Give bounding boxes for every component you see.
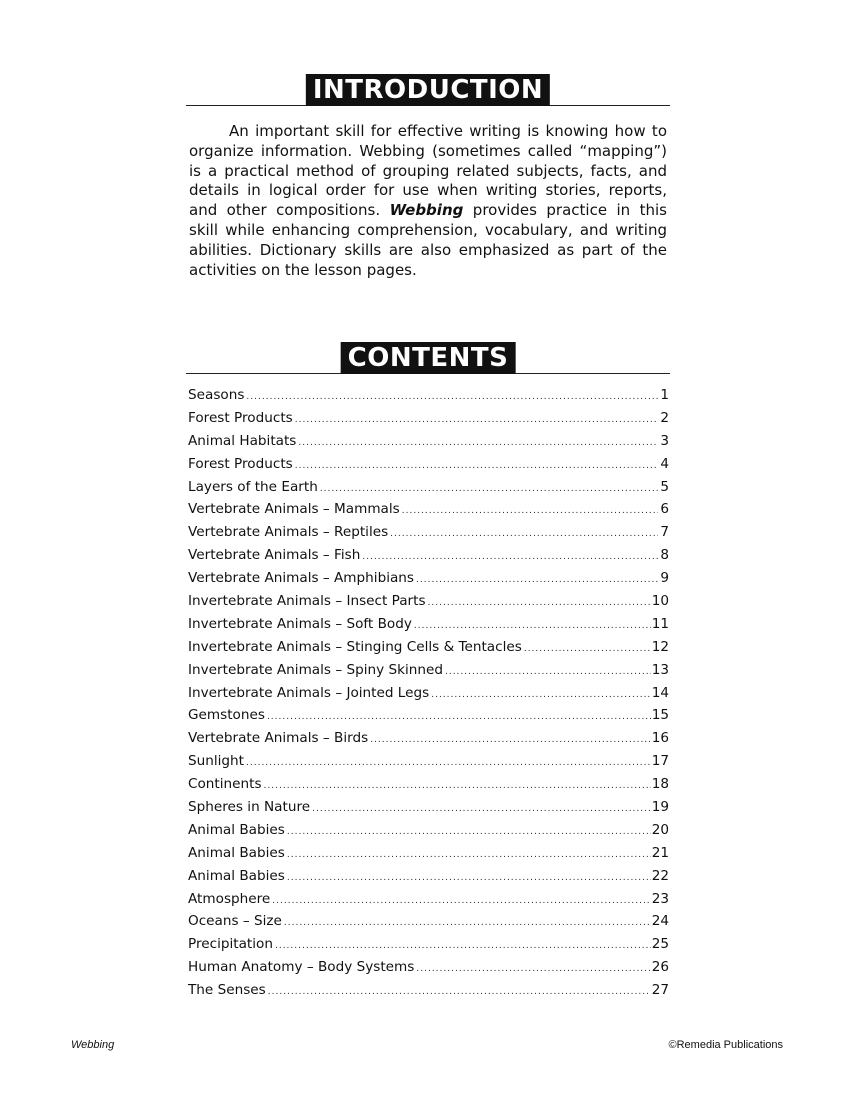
toc-entry-page: 1 [660, 387, 669, 403]
toc-entry [188, 498, 669, 521]
toc-dot-leader [246, 752, 651, 775]
toc-entry [188, 430, 669, 453]
table-of-contents [188, 384, 669, 1002]
toc-entry-page: 5 [660, 478, 669, 495]
toc-entry-title: Human Anatomy – Body Systems [188, 959, 415, 976]
toc-dot-leader [267, 706, 651, 729]
toc-dot-leader [287, 821, 651, 844]
toc-entry [188, 659, 669, 682]
contents-heading: CONTENTS [341, 342, 516, 374]
toc-dot-leader [524, 638, 651, 661]
toc-entry [188, 407, 669, 430]
toc-entry-title: Spheres in Nature [188, 799, 311, 816]
toc-entry [188, 682, 669, 705]
toc-entry-title: Layers of the Earth [188, 478, 318, 495]
toc-entry [188, 590, 669, 613]
toc-entry [188, 476, 669, 499]
toc-dot-leader [416, 958, 650, 981]
toc-entry [188, 956, 669, 979]
toc-entry-page: 26 [651, 959, 669, 976]
toc-dot-leader [445, 661, 651, 684]
toc-dot-leader [295, 455, 658, 478]
toc-entry-title: Animal Babies [188, 821, 285, 838]
intro-emphasis: Webbing [389, 201, 464, 220]
toc-dot-leader [268, 981, 651, 1004]
toc-dot-leader [275, 935, 651, 958]
toc-entry-title: Sunlight [188, 753, 244, 770]
toc-entry [188, 979, 669, 1002]
toc-entry-page: 13 [651, 661, 669, 678]
toc-entry-title: Invertebrate Animals – Insect Parts [188, 593, 426, 610]
toc-entry-page: 4 [660, 455, 669, 472]
toc-entry-page: 16 [651, 730, 669, 747]
toc-entry-title: Forest Products [188, 455, 293, 472]
toc-entry-page: 25 [651, 936, 669, 953]
toc-entry-page: 11 [651, 615, 669, 632]
introduction-heading: INTRODUCTION [306, 74, 550, 106]
introduction-header [186, 74, 670, 108]
toc-entry [188, 842, 669, 865]
toc-entry [188, 796, 669, 819]
toc-entry [188, 933, 669, 956]
toc-dot-leader [402, 500, 658, 523]
toc-entry-title: Continents [188, 776, 262, 793]
toc-entry [188, 773, 669, 796]
toc-dot-leader [295, 409, 658, 432]
toc-entry-page: 9 [660, 570, 669, 587]
toc-entry-page: 7 [660, 524, 669, 541]
toc-dot-leader [287, 844, 651, 867]
toc-dot-leader [431, 684, 650, 707]
toc-entry-title: Invertebrate Animals – Spiny Skinned [188, 661, 443, 678]
toc-entry [188, 636, 669, 659]
toc-entry [188, 910, 669, 933]
toc-dot-leader [390, 523, 658, 546]
toc-dot-leader [320, 478, 658, 501]
toc-entry [188, 727, 669, 750]
toc-entry [188, 567, 669, 590]
toc-entry [188, 750, 669, 773]
toc-entry [188, 865, 669, 888]
toc-entry-page: 23 [651, 890, 669, 907]
intro-text-before: An important skill for effective writing is knowing how to organize information. Webbing (sometimes called “mapping”) is a practical method of grouping related subjects, facts, and details in logical order for use when writing stories, reports, and other compositions. [189, 122, 667, 220]
toc-entry-page: 12 [651, 638, 669, 655]
toc-dot-leader [416, 569, 658, 592]
toc-entry [188, 704, 669, 727]
toc-dot-leader [264, 775, 651, 798]
toc-entry [188, 453, 669, 476]
toc-entry-title: Vertebrate Animals – Reptiles [188, 524, 389, 541]
toc-dot-leader [284, 912, 651, 935]
footer-publisher: ©Remedia Publications [668, 1039, 783, 1051]
toc-entry-page: 19 [651, 799, 669, 816]
toc-entry-page: 24 [651, 913, 669, 930]
toc-entry-title: Animal Babies [188, 867, 285, 884]
toc-entry-title: The Senses [188, 982, 266, 999]
toc-entry [188, 384, 669, 407]
toc-dot-leader [362, 546, 658, 569]
toc-entry [188, 819, 669, 842]
toc-entry-title: Forest Products [188, 409, 293, 426]
introduction-body [189, 122, 667, 280]
toc-dot-leader [370, 729, 651, 752]
toc-entry-title: Vertebrate Animals – Amphibians [188, 570, 415, 587]
toc-entry-title: Precipitation [188, 936, 273, 953]
toc-entry [188, 521, 669, 544]
toc-entry-title: Gemstones [188, 707, 265, 724]
toc-entry-title: Vertebrate Animals – Birds [188, 730, 369, 747]
toc-dot-leader [298, 432, 658, 455]
contents-header [186, 342, 670, 376]
toc-entry-title: Oceans – Size [188, 913, 282, 930]
toc-entry-page: 18 [651, 776, 669, 793]
toc-entry-page: 10 [651, 593, 669, 610]
toc-entry-page: 21 [651, 844, 669, 861]
toc-entry [188, 888, 669, 911]
toc-entry-title: Vertebrate Animals – Fish [188, 547, 361, 564]
toc-entry-title: Seasons [188, 387, 245, 403]
toc-dot-leader [287, 867, 651, 890]
toc-entry-page: 6 [660, 501, 669, 518]
introduction-paragraph [189, 122, 667, 280]
toc-entry-page: 8 [660, 547, 669, 564]
toc-entry-page: 22 [651, 867, 669, 884]
toc-entry-title: Invertebrate Animals – Jointed Legs [188, 684, 430, 701]
toc-entry-page: 15 [651, 707, 669, 724]
toc-entry-title: Atmosphere [188, 890, 271, 907]
toc-entry-title: Invertebrate Animals – Stinging Cells & Tentacles [188, 638, 522, 655]
toc-entry-title: Invertebrate Animals – Soft Body [188, 615, 412, 632]
footer-book-title: Webbing [71, 1039, 115, 1051]
toc-entry [188, 613, 669, 636]
toc-entry-title: Animal Babies [188, 844, 285, 861]
toc-dot-leader [414, 615, 651, 638]
toc-dot-leader [428, 592, 651, 615]
toc-entry-page: 20 [651, 821, 669, 838]
toc-entry-page: 2 [660, 409, 669, 426]
toc-dot-leader [272, 890, 650, 913]
toc-entry-title: Vertebrate Animals – Mammals [188, 501, 400, 518]
toc-entry-page: 3 [660, 432, 669, 449]
toc-dot-leader [246, 386, 658, 409]
intro-text-after: provides practice in this skill while enhancing comprehension, vocabulary, and writing abilities. Dictionary skills are also emphasized as part of the activities on the lesson pages. [189, 201, 667, 279]
toc-entry-page: 17 [651, 753, 669, 770]
toc-entry [188, 544, 669, 567]
toc-entry-page: 27 [651, 982, 669, 999]
toc-entry-page: 14 [651, 684, 669, 701]
toc-entry-title: Animal Habitats [188, 432, 297, 449]
toc-dot-leader [312, 798, 651, 821]
